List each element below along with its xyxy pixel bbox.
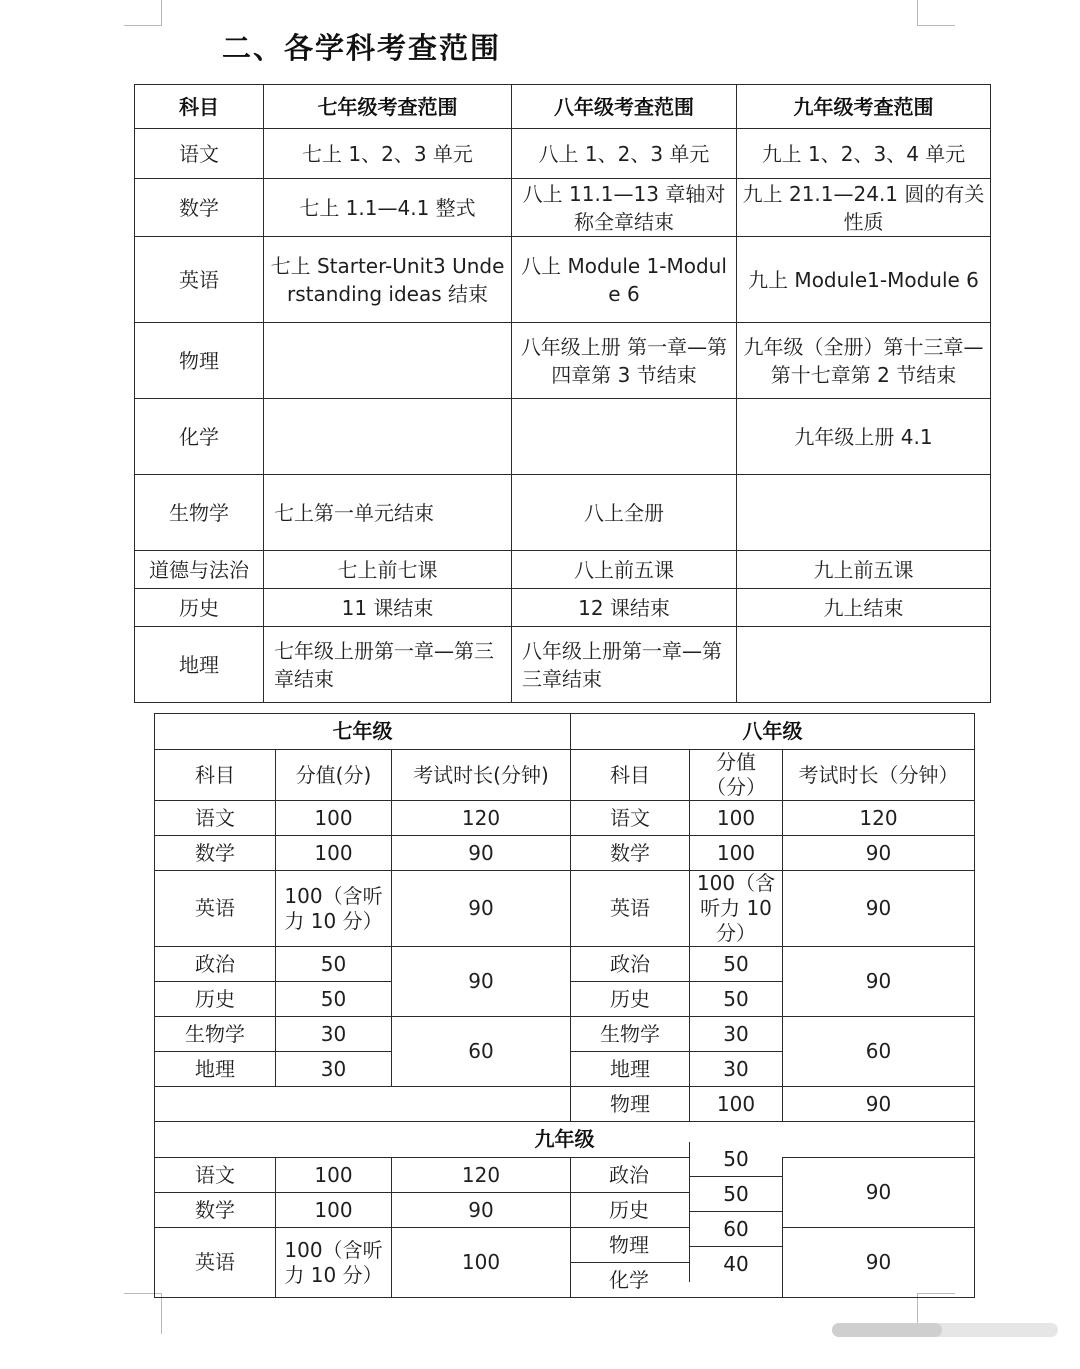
- subject-cell: 生物学: [135, 475, 264, 551]
- table-row: [135, 129, 991, 179]
- table-row: [155, 1087, 975, 1122]
- table-cell: 八上全册: [512, 475, 737, 551]
- subject-cell: 道德与法治: [135, 551, 264, 589]
- column-header: 科目: [155, 750, 276, 801]
- table-row: [155, 1158, 975, 1193]
- subject-cell: 英语: [135, 237, 264, 323]
- page-corner-mark-top-right: [917, 0, 955, 26]
- subject-cell: 语文: [155, 1158, 276, 1193]
- page-corner-mark-top-left: [124, 0, 162, 26]
- score-cell: 100: [276, 1158, 392, 1193]
- subject-cell: 英语: [155, 1228, 276, 1298]
- subject-cell: 生物学: [571, 1017, 690, 1052]
- empty-cell: [155, 1087, 571, 1122]
- time-cell: 90: [783, 871, 975, 947]
- score-duration-table: [154, 713, 975, 1298]
- page-corner-mark-bottom-left: [124, 1293, 162, 1334]
- time-cell: 120: [392, 1158, 571, 1193]
- grade-header-row: [155, 714, 975, 750]
- table-row: [155, 1228, 975, 1263]
- table-row: [135, 179, 991, 237]
- time-cell: 120: [392, 801, 571, 836]
- score-cell: 60: [689, 1212, 782, 1247]
- subject-cell: 地理: [571, 1052, 690, 1087]
- score-cell: 30: [690, 1017, 783, 1052]
- time-cell: 90: [392, 1193, 571, 1228]
- subject-cell: 数学: [571, 836, 690, 871]
- time-cell: 90: [783, 836, 975, 871]
- subject-cell: 政治: [155, 947, 276, 982]
- table-row: [135, 627, 991, 703]
- score-cell: 50: [276, 982, 392, 1017]
- time-cell: 90: [783, 1228, 975, 1298]
- table-cell: 七上 Starter-Unit3 Understanding ideas 结束: [264, 237, 512, 323]
- table-row: [155, 801, 975, 836]
- grade9-heading: 九年级: [155, 1122, 975, 1158]
- table-row: [135, 237, 991, 323]
- subject-cell: 历史: [571, 1193, 783, 1228]
- subject-cell: 生物学: [155, 1017, 276, 1052]
- table-cell: [264, 399, 512, 475]
- score-cell: 100（含听力 10 分）: [276, 1228, 392, 1298]
- table-cell: 九上 Module1-Module 6: [737, 237, 991, 323]
- subject-cell: 地理: [155, 1052, 276, 1087]
- table-cell: 九上前五课: [737, 551, 991, 589]
- page-title: 二、各学科考查范围: [222, 31, 502, 65]
- score-cell: 100: [276, 1193, 392, 1228]
- table-cell: 八上 Module 1-Module 6: [512, 237, 737, 323]
- scrollbar-thumb[interactable]: [832, 1323, 942, 1337]
- table-cell: [512, 399, 737, 475]
- score-cell: 100（含听力 10 分）: [276, 871, 392, 947]
- subject-cell: 语文: [571, 801, 690, 836]
- score-cell: 50: [689, 1177, 782, 1212]
- table-cell: 九年级（全册）第十三章—第十七章第 2 节结束: [737, 323, 991, 399]
- subject-cell: 地理: [135, 627, 264, 703]
- horizontal-scrollbar[interactable]: [832, 1323, 1058, 1337]
- column-header: 分值(分): [276, 750, 392, 801]
- table-row: [135, 323, 991, 399]
- subject-cell: 历史: [135, 589, 264, 627]
- table-cell: 八上前五课: [512, 551, 737, 589]
- time-cell: 90: [392, 947, 571, 1017]
- column-header: 分值（分）: [690, 750, 783, 801]
- column-header: 科目: [571, 750, 690, 801]
- table-row: [135, 551, 991, 589]
- grade9-score-column: [689, 1142, 782, 1283]
- score-cell: 100: [690, 836, 783, 871]
- subject-cell: 数学: [135, 179, 264, 237]
- table-row: [155, 836, 975, 871]
- score-cell: 50: [690, 982, 783, 1017]
- subject-cell: 化学: [571, 1263, 783, 1298]
- time-cell: 60: [783, 1017, 975, 1087]
- table-cell: 11 课结束: [264, 589, 512, 627]
- table-cell: 七上前七课: [264, 551, 512, 589]
- table-row: [155, 871, 975, 947]
- table-cell: 12 课结束: [512, 589, 737, 627]
- table-cell: 九上结束: [737, 589, 991, 627]
- score-cell: 30: [276, 1017, 392, 1052]
- table-cell: [737, 475, 991, 551]
- time-cell: 90: [783, 947, 975, 1017]
- table-row: [155, 947, 975, 982]
- time-cell: 90: [392, 871, 571, 947]
- score-cell: 100: [276, 801, 392, 836]
- time-cell: 90: [783, 1087, 975, 1122]
- score-cell: 100: [690, 801, 783, 836]
- table-cell: 九上 21.1—24.1 圆的有关性质: [737, 179, 991, 237]
- table-cell: 七上第一单元结束: [264, 475, 512, 551]
- table-cell: [737, 627, 991, 703]
- subject-cell: 历史: [571, 982, 690, 1017]
- subject-cell: 语文: [155, 801, 276, 836]
- exam-scope-table: [134, 84, 991, 703]
- score-cell: 30: [276, 1052, 392, 1087]
- score-cell: 30: [690, 1052, 783, 1087]
- table-cell: 八年级上册第一章—第三章结束: [512, 627, 737, 703]
- grade8-heading: 八年级: [571, 714, 975, 750]
- subject-cell: 政治: [571, 947, 690, 982]
- grade7-heading: 七年级: [155, 714, 571, 750]
- subject-cell: 化学: [135, 399, 264, 475]
- table-cell: 八上 1、2、3 单元: [512, 129, 737, 179]
- score-cell: 100: [276, 836, 392, 871]
- header-cell: 九年级考查范围: [737, 85, 991, 129]
- subject-cell: 英语: [155, 871, 276, 947]
- time-cell: 90: [783, 1158, 975, 1228]
- time-cell: 90: [392, 836, 571, 871]
- score-cell: 50: [276, 947, 392, 982]
- header-cell: 科目: [135, 85, 264, 129]
- table-row: [155, 1017, 975, 1052]
- time-cell: 120: [783, 801, 975, 836]
- subject-cell: 政治: [571, 1158, 783, 1193]
- subject-cell: 数学: [155, 1193, 276, 1228]
- time-cell: 100: [392, 1228, 571, 1298]
- table-row: [135, 475, 991, 551]
- subject-cell: 语文: [135, 129, 264, 179]
- table-cell: [264, 323, 512, 399]
- column-header-row: [155, 750, 975, 801]
- table-cell: 七上 1.1—4.1 整式: [264, 179, 512, 237]
- table-cell: 八年级上册 第一章—第四章第 3 节结束: [512, 323, 737, 399]
- subject-cell: 物理: [571, 1087, 690, 1122]
- score-cell: 50: [689, 1142, 782, 1177]
- subject-cell: 英语: [571, 871, 690, 947]
- score-cell: 100（含听力 10 分）: [690, 871, 783, 947]
- column-header: 考试时长（分钟）: [783, 750, 975, 801]
- subject-cell: 数学: [155, 836, 276, 871]
- table-cell: 七上 1、2、3 单元: [264, 129, 512, 179]
- subject-cell: 物理: [571, 1228, 783, 1263]
- table-cell: 七年级上册第一章—第三章结束: [264, 627, 512, 703]
- table-cell: 九年级上册 4.1: [737, 399, 991, 475]
- table-cell: 九上 1、2、3、4 单元: [737, 129, 991, 179]
- time-cell: 60: [392, 1017, 571, 1087]
- score-cell: 50: [690, 947, 783, 982]
- subject-cell: 历史: [155, 982, 276, 1017]
- table-row: [135, 589, 991, 627]
- column-header: 考试时长(分钟): [392, 750, 571, 801]
- header-cell: 七年级考查范围: [264, 85, 512, 129]
- table-row: [135, 399, 991, 475]
- table-header-row: [135, 85, 991, 129]
- subject-cell: 物理: [135, 323, 264, 399]
- score-cell: 40: [689, 1247, 782, 1282]
- grade-header-row: [155, 1122, 975, 1158]
- header-cell: 八年级考查范围: [512, 85, 737, 129]
- table-cell: 八上 11.1—13 章轴对称全章结束: [512, 179, 737, 237]
- score-cell: 100: [690, 1087, 783, 1122]
